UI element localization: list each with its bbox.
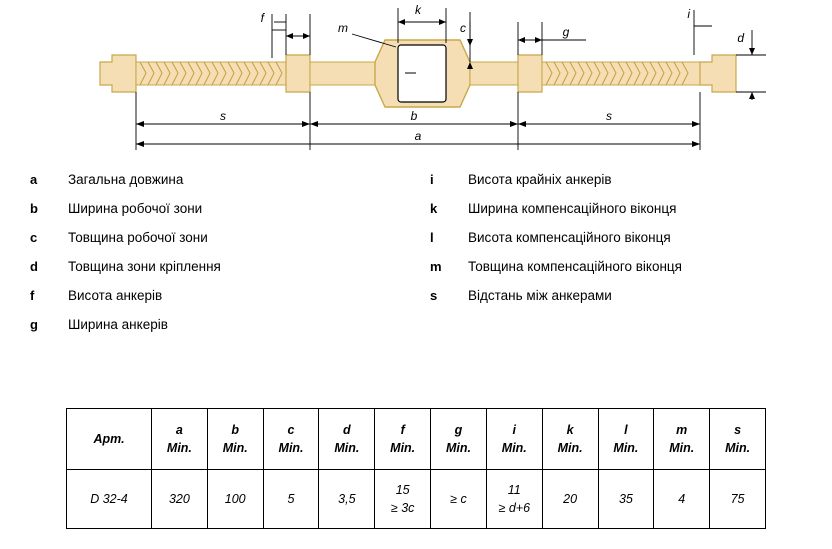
table-cell [654,470,710,529]
legend-label: Товщина зони кріплення [68,259,221,274]
legend-label: Ширина анкерів [68,317,168,332]
header-main: a [175,422,183,437]
table-header-cell [654,409,710,470]
legend-item [430,288,830,317]
cell-main: ≥ c [450,491,467,506]
table-header-cell [67,409,152,470]
legend-key: s [430,288,438,303]
table-header-cell [319,409,375,470]
table-cell [319,470,375,529]
table-header-row [67,409,766,470]
header-sub: Min. [278,441,304,455]
table-cell [375,470,431,529]
legend-label: Висота анкерів [68,288,163,303]
legend-column-left [30,172,420,346]
dim-label-g: g [562,25,570,39]
legend-key: i [430,172,434,187]
legend-key: l [430,230,434,245]
legend-key: g [30,317,38,332]
header-main: c [287,422,295,437]
table-header-cell [263,409,319,470]
legend-item [430,201,830,230]
legend-key: a [30,172,38,187]
cell-main: 100 [224,491,246,506]
table-cell [710,470,766,529]
dim-label-i: i [687,7,690,21]
cell-sub: ≥ d+6 [498,501,531,515]
header-main: b [231,422,240,437]
dim-label-k: k [415,3,421,17]
cell-main: 11 [507,482,521,497]
legend-item [30,288,420,317]
cell-main: 4 [678,491,686,506]
table-cell [542,470,598,529]
cell-main: 5 [287,491,295,506]
cell-main: 75 [730,491,745,506]
spec-table-wrapper [66,408,766,529]
waterstop-profile-diagram [0,0,832,165]
table-header-cell [486,409,542,470]
legend [0,172,832,362]
legend-label: Відстань між анкерами [468,288,612,303]
table-header-cell [152,409,208,470]
profile-shape [100,40,736,107]
legend-item [30,259,420,288]
dim-label-s-left: s [220,109,226,123]
legend-item [430,259,830,288]
header-sub: Min. [557,441,583,455]
legend-key: k [430,201,438,216]
legend-label: Висота крайніх анкерів [468,172,612,187]
header-main: f [400,422,405,437]
dim-label-b: b [410,109,418,123]
table-cell [67,470,152,529]
header-main: g [454,422,463,437]
legend-column-right [430,172,830,317]
cell-main: D 32-4 [90,491,128,506]
table-header-cell [598,409,654,470]
header-main: i [512,422,517,437]
table-header-cell [542,409,598,470]
header-sub: Min. [334,441,360,455]
cell-main: 15 [395,482,410,497]
legend-key: c [30,230,38,245]
dim-label-c: c [460,21,466,35]
header-sub: Min. [613,441,639,455]
header-main: k [566,422,574,437]
legend-key: b [30,201,38,216]
legend-item [30,201,420,230]
header-sub: Min. [390,441,416,455]
header-sub: Min. [725,441,751,455]
dim-label-d: d [737,31,744,45]
dim-label-f: f [260,11,264,25]
header-main: s [734,422,742,437]
table-header-cell [431,409,487,470]
spec-table [66,408,766,529]
legend-label: Загальна довжина [68,172,184,187]
legend-label: Товщина робочої зони [68,230,208,245]
header-main: m [676,422,688,437]
table-header-cell [375,409,431,470]
legend-label: Ширина компенсаційного віконця [468,201,677,216]
table-cell [152,470,208,529]
legend-key: d [30,259,38,274]
legend-item [30,172,420,201]
cell-main: 20 [563,491,578,506]
dim-label-s-right: s [606,109,612,123]
legend-item [430,172,830,201]
table-cell [263,470,319,529]
table-header-cell [207,409,263,470]
header-sub: Min. [445,441,471,455]
header-main: l [624,422,628,437]
table-cell [486,470,542,529]
table-cell [598,470,654,529]
header-sub: Min. [501,441,527,455]
legend-item [30,317,420,346]
header-sub: Min. [222,441,248,455]
table-row [67,470,766,529]
legend-key: f [30,288,35,303]
header-sub: Min. [669,441,695,455]
cell-main: 35 [618,491,633,506]
legend-key: m [430,259,442,274]
legend-item [30,230,420,259]
legend-label: Висота компенсаційного віконця [468,230,671,245]
diagram-svg [0,0,832,165]
table-cell [207,470,263,529]
dim-label-m: m [338,21,348,35]
legend-item [430,230,830,259]
legend-label: Ширина робочої зони [68,201,203,216]
legend-label: Товщина компенсаційного віконця [468,259,682,274]
table-header-cell [710,409,766,470]
table-cell [431,470,487,529]
cell-sub: ≥ 3c [390,501,415,515]
header-sub: Min. [166,441,192,455]
cell-main: 3,5 [338,491,356,506]
dim-label-a: a [414,129,422,143]
header-main: Арт. [93,431,125,446]
cell-main: 320 [168,491,190,506]
header-main: d [343,422,351,437]
